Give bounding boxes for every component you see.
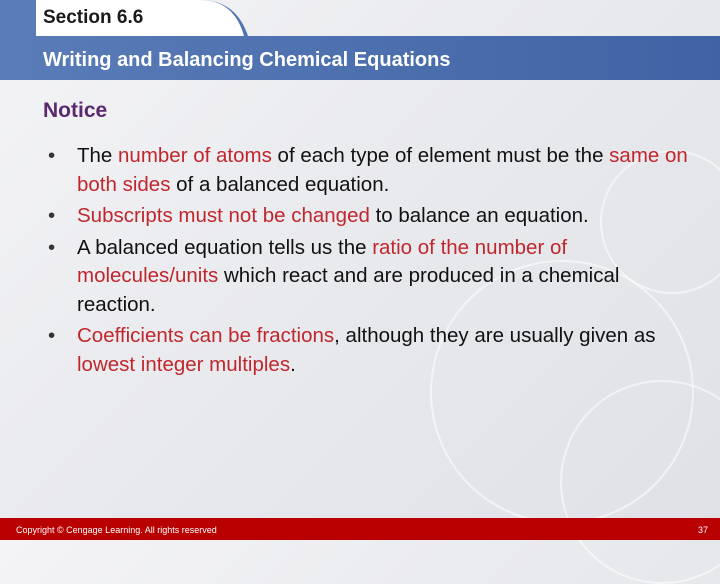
bullet-marker: • [48,144,56,167]
bullet-text: to balance an equation. [369,204,589,227]
copyright-text: Copyright © Cengage Learning. All rights reserved [16,525,217,535]
page-number: 37 [697,525,708,535]
bullet-marker: • [48,204,56,227]
bullet-item [48,202,688,231]
bullet-text: A balanced equation tells us the [77,235,373,259]
subtitle: Notice [43,99,108,122]
page-title: Writing and Balancing Chemical Equations [43,49,451,71]
bullet-text: . [290,352,296,376]
bullet-text: which react and are produced in a chemical reaction. [77,264,620,316]
highlighted-text: number of atoms [118,144,272,167]
highlighted-text: lowest integer multiples [77,352,291,376]
bullet-text: , although they are usually given as [334,324,656,347]
bullet-item [48,234,688,320]
bullet-text: The [77,144,119,167]
highlighted-text: Coefficients can be fractions [77,324,335,347]
bullet-marker: • [48,324,56,347]
bullet-list [48,142,688,382]
bullet-text: of each type of element must be the [271,144,610,167]
bullet-marker: • [48,235,56,259]
section-label: Section 6.6 [43,7,144,28]
bullet-text: of a balanced equation. [170,172,390,196]
bullet-item [48,322,688,379]
highlighted-text: Subscripts must not be changed [77,204,370,227]
bullet-item [48,142,688,199]
highlighted-text: same on both sides [77,144,688,196]
highlighted-text: ratio of the number of molecules/units [77,235,568,287]
